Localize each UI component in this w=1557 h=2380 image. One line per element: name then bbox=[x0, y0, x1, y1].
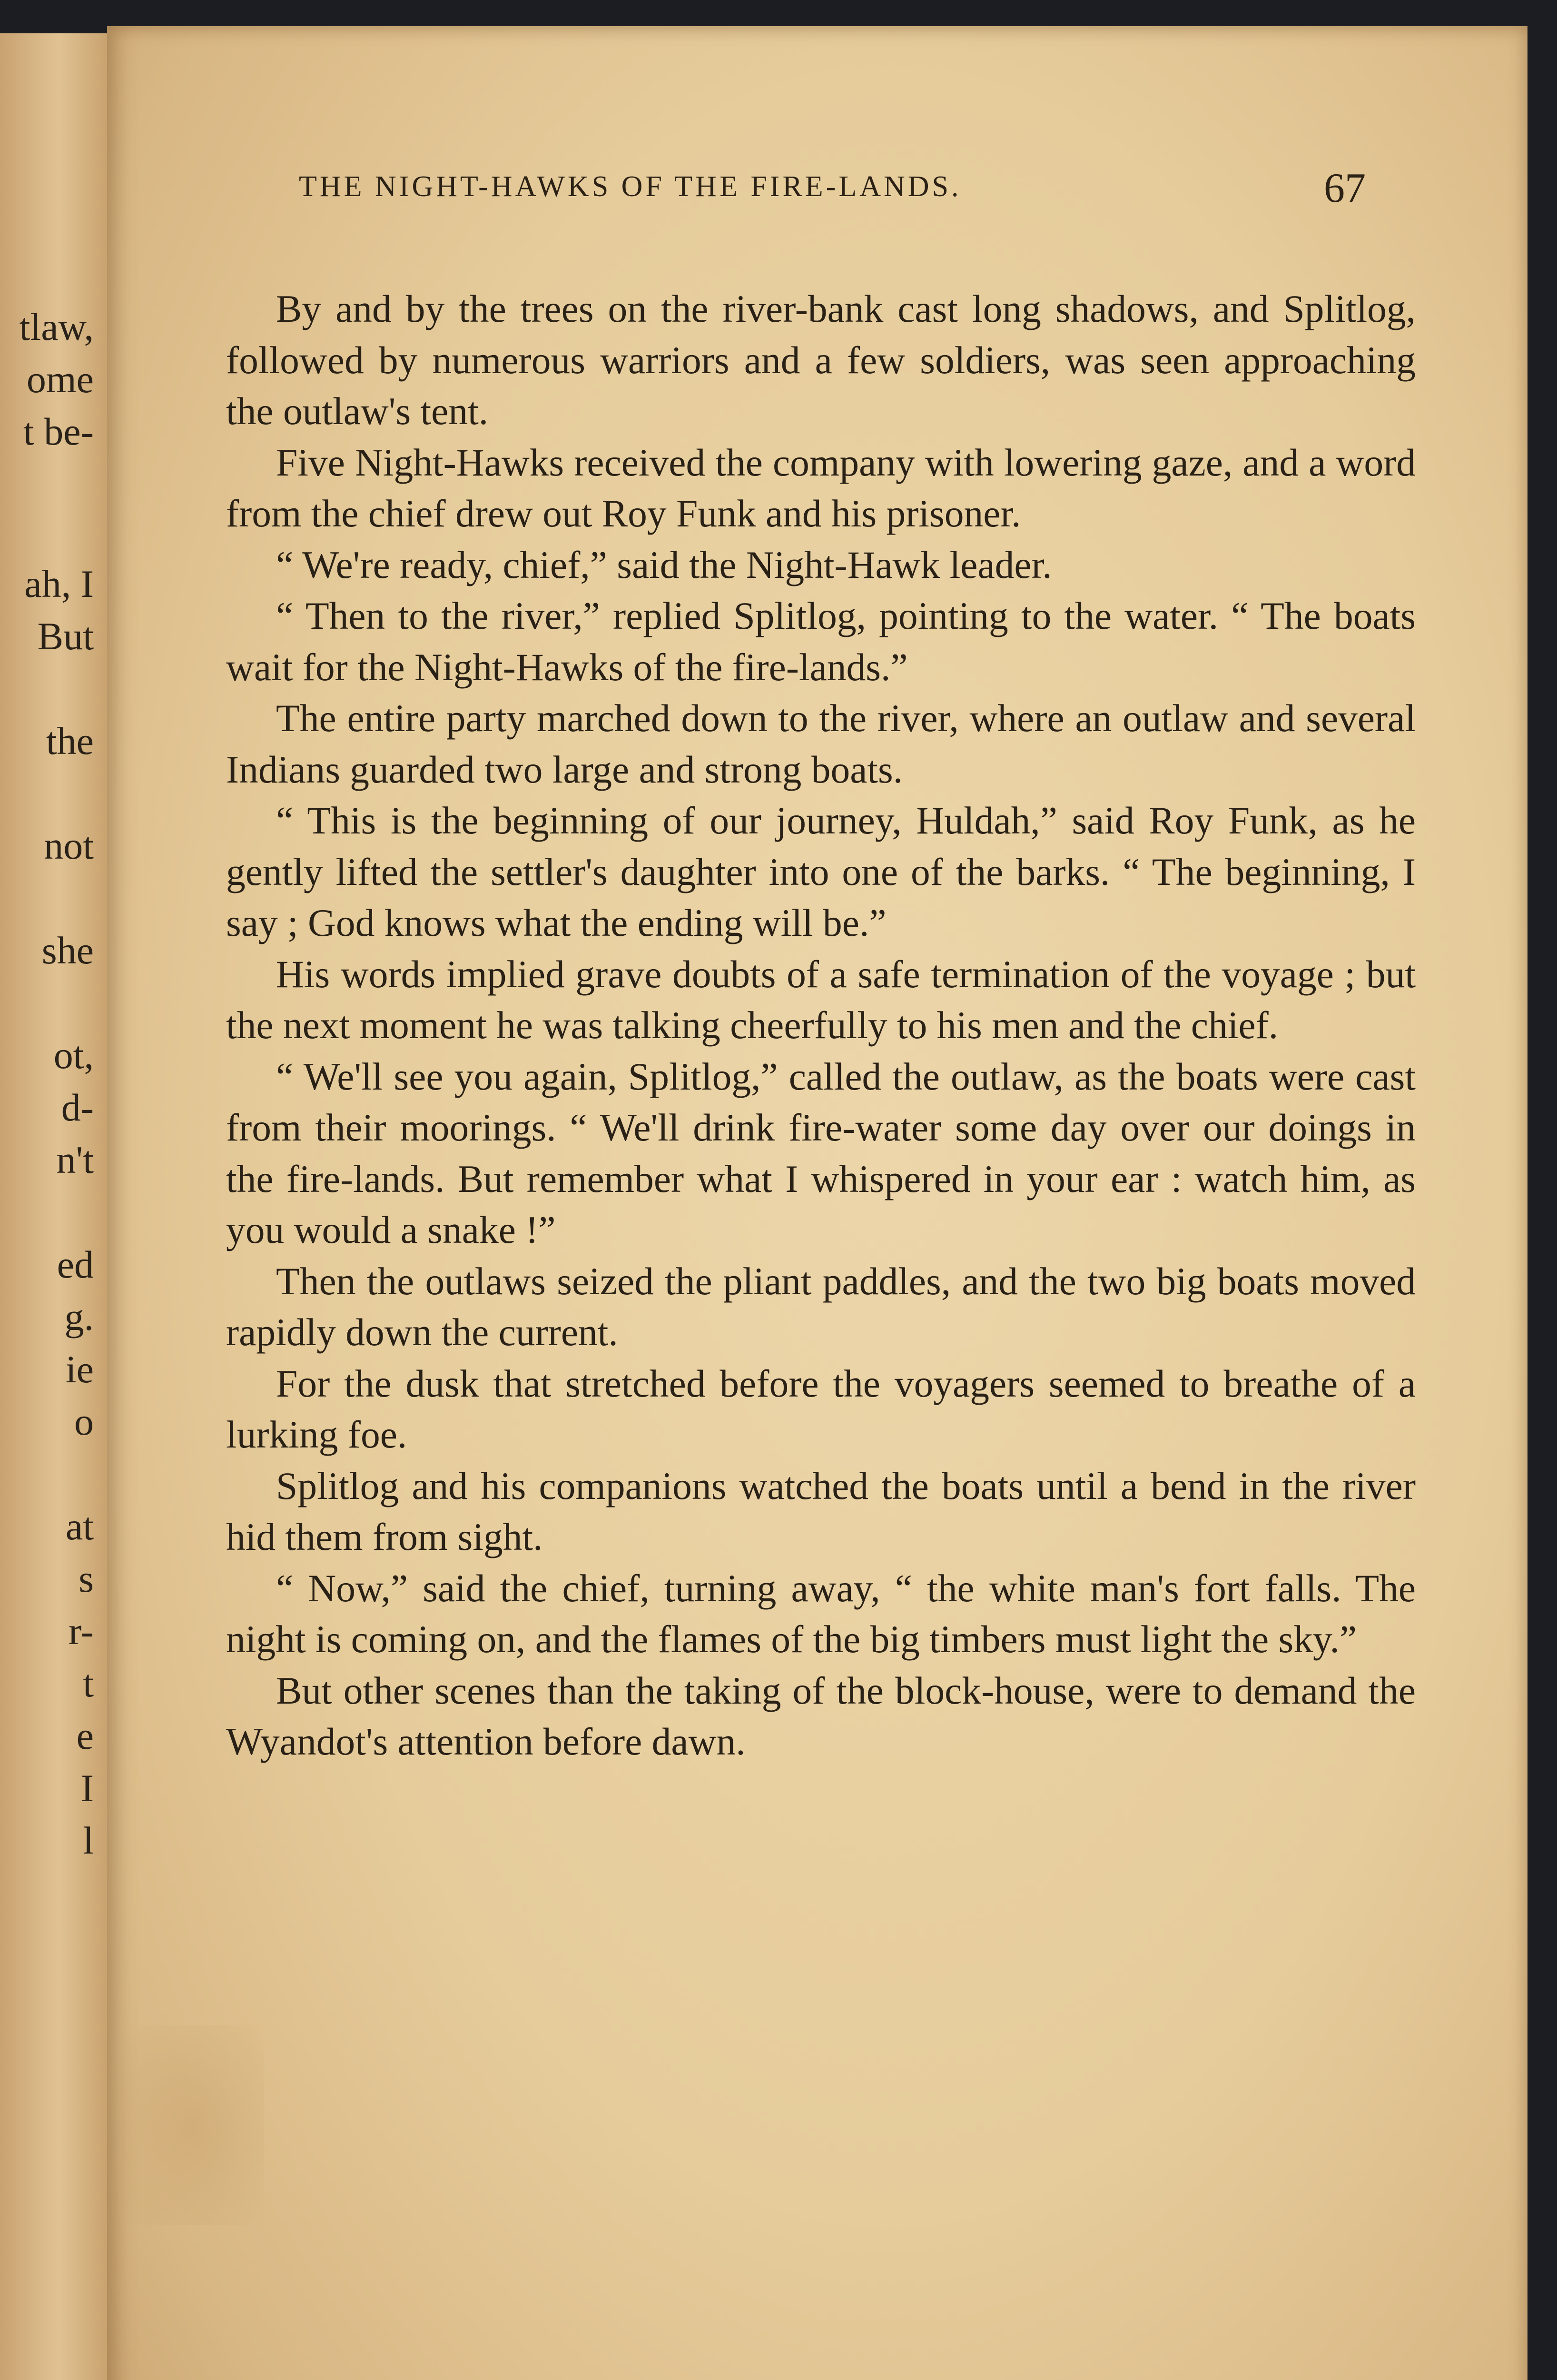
facing-page-fragment: ed bbox=[57, 1243, 94, 1286]
paragraph: “ Then to the river,” replied Splitlog, pointing to the water. “ The boats wait for the Night-Hawks of the fire-lands.” bbox=[226, 594, 1416, 689]
facing-page-fragment: o bbox=[74, 1400, 94, 1443]
paragraph: “ This is the beginning of our journey, Huldah,” said Roy Funk, as he gently lifted the settler's daughter into one of the barks. “ The beginning, I say ; God knows what the ending will be.” bbox=[226, 799, 1416, 944]
book-page bbox=[107, 26, 1527, 2380]
facing-page-fragment: ie bbox=[65, 1348, 94, 1391]
paragraph: For the dusk that stretched before the voyagers seemed to breathe of a lurking foe. bbox=[226, 1361, 1416, 1456]
paragraph: “ Now,” said the chief, turning away, “ the white man's fort falls. The night is coming on, and the flames of the big timbers must light the sky.” bbox=[226, 1566, 1416, 1661]
facing-page-edge bbox=[0, 33, 111, 2380]
facing-page-fragment: l bbox=[83, 1819, 94, 1862]
facing-page-fragment: r- bbox=[69, 1609, 94, 1653]
facing-page-fragment: t bbox=[83, 1662, 94, 1705]
paragraph: “ We're ready, chief,” said the Night-Hawk leader. bbox=[276, 543, 1052, 586]
facing-page-fragment: d- bbox=[61, 1086, 94, 1129]
paragraph: His words implied grave doubts of a safe termination of the voyage ; but the next moment he was talking cheerfully to his men and the chief. bbox=[226, 952, 1416, 1047]
facing-page-fragment: g. bbox=[64, 1295, 94, 1339]
paragraph: Splitlog and his companions watched the boats until a bend in the river hid them from sight. bbox=[226, 1464, 1416, 1558]
facing-page-fragment: n't bbox=[56, 1138, 94, 1181]
facing-page-fragment: not bbox=[44, 824, 94, 867]
running-head: THE NIGHT-HAWKS OF THE FIRE-LANDS. bbox=[299, 170, 962, 203]
facing-page-fragment: e bbox=[76, 1714, 94, 1757]
page-number: 67 bbox=[1324, 165, 1366, 211]
page-header bbox=[299, 165, 1366, 218]
facing-page-fragment: the bbox=[46, 719, 94, 763]
facing-page-fragment: she bbox=[41, 929, 94, 972]
body-text bbox=[226, 283, 1416, 1767]
facing-page-fragment: But bbox=[37, 615, 94, 658]
facing-page-fragment: ah, I bbox=[24, 562, 94, 605]
facing-page-fragment: ot, bbox=[53, 1033, 94, 1077]
paragraph: Five Night-Hawks received the company with lowering gaze, and a word from the chief drew out Roy Funk and his prisoner. bbox=[226, 440, 1416, 535]
paragraph: But other scenes than the taking of the block-house, were to demand the Wyandot's attention before dawn. bbox=[226, 1668, 1416, 1763]
facing-page-fragment: tlaw, bbox=[19, 305, 94, 348]
facing-page-fragment: t be- bbox=[23, 410, 94, 453]
facing-page-fragment: I bbox=[80, 1766, 94, 1810]
paragraph: “ We'll see you again, Splitlog,” called the outlaw, as the boats were cast from their moorings. “ We'll drink fire-water some day over our doings in the fire-lands. But remember what I whispered in your ear : watch him, as you would a snake !” bbox=[226, 1054, 1416, 1251]
facing-page-fragment: ome bbox=[26, 357, 94, 401]
facing-page-fragment: at bbox=[65, 1505, 94, 1548]
paragraph: By and by the trees on the river-bank cast long shadows, and Splitlog, followed by numerous warriors and a few soldiers, was seen approaching the outlaw's tent. bbox=[226, 287, 1416, 433]
facing-page-fragment: s bbox=[79, 1557, 94, 1600]
paragraph: Then the outlaws seized the pliant paddles, and the two big boats moved rapidly down the current. bbox=[226, 1259, 1416, 1354]
paragraph: The entire party marched down to the river, where an outlaw and several Indians guarded two large and strong boats. bbox=[226, 696, 1416, 791]
